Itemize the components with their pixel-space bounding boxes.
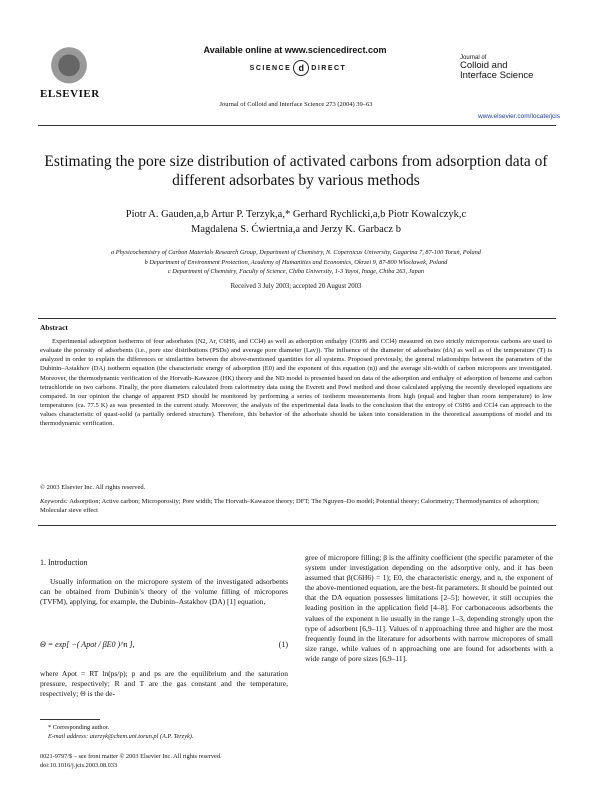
sd-left: SCIENCE xyxy=(249,64,292,72)
footnote-corresponding: * Corresponding author. xyxy=(48,724,110,731)
journal-of: Journal of xyxy=(460,55,487,61)
keywords-label: Keywords: xyxy=(40,498,68,505)
footnote-divider xyxy=(40,719,100,720)
authors-line-2: Magdalena S. Ćwiertnia,a and Jerzy K. Garbacz b xyxy=(191,224,401,235)
abstract-bottom-divider xyxy=(38,525,556,526)
keywords-list: Adsorption; Active carbon; Microporosity; Pore width; The Horvath–Kawazoe theory; DFT; The Nguyen–Do model; Potential theory; Calorimetry; Thermodynamics of adsorption; Molecular sieve effect xyxy=(40,498,539,515)
affiliation-b: b Department of Environment Protection, Academy of Humanities and Economics, Okrzei 9, 87-800 Włocławek, Poland xyxy=(144,258,448,266)
intro-paragraph-right: gree of micropore filling; β is the affinity coefficient (the specific parameter of the system under investigation depending on the adsorptive only, and it has been assumed that β(C6H6) = 1); E0, the characteristic energy, and n, the exponent of the above-mentioned equation, are the best-fit parameters. It should be pointed out that the DA equation possesses limitations [2–5]; however, it still occupies the leading position in the application field [4–8]. For carbonaceous adsorbents the values of the exponent n lie usually in the range 1–3, depending strongly upon the type of adsorbent [6,9–11]. Values of n approaching three and higher are the most frequently found in the literature for adsorbents with narrow micropores of small size range, while values of n approaching one are found for adsorbents with a wide range of pore sizes [6,9–11]. xyxy=(305,553,553,663)
journal-name-1: Colloid and xyxy=(460,60,508,71)
available-online-link[interactable]: Available online at www.sciencedirect.com xyxy=(203,45,387,55)
received-dates: Received 3 July 2003; accepted 20 August 2003 xyxy=(230,283,362,290)
keywords xyxy=(40,497,552,515)
authors-line-1: Piotr A. Gauden,a,b Artur P. Terzyk,a,* Gerhard Rychlicki,a,b Piotr Kowalczyk,c xyxy=(125,209,467,220)
affiliation-c: c Department of Chemistry, Faculty of Science, Chiba University, 1-3 Yayoi, Inage, Chiba 263, Japan xyxy=(167,268,425,275)
equation-1 xyxy=(40,628,288,662)
article-title: Estimating the pore size distribution of activated carbons from adsorption data of different adsorbates by various methods xyxy=(44,153,548,189)
affiliation-a: a Physicochemistry of Carbon Materials Research Group, Department of Chemistry, N. Copernicus University, Gagarina 7, 87-100 Toruń, Poland xyxy=(111,249,481,256)
abstract-heading: Abstract xyxy=(40,323,68,332)
journal-citation: Journal of Colloid and Interface Science 273 (2004) 39–63 xyxy=(219,101,373,108)
sd-right: DIRECT xyxy=(311,64,347,72)
publisher-name: ELSEVIER xyxy=(40,88,100,100)
author-list xyxy=(40,207,552,237)
intro-paragraph-1: Usually information on the micropore system of the investigated adsorbents can be obtained from Dubinin’s theory of the volume filling of micropores (TVFM), applying, for example, the Dubinin–Astakhov (DA) [1] equation, xyxy=(40,577,288,607)
sd-at-icon: d xyxy=(293,60,309,76)
journal-logo xyxy=(460,55,560,81)
affiliations xyxy=(40,248,552,277)
sciencedirect-logo[interactable] xyxy=(218,60,378,76)
issn-line: 0021-9797/$ – see front matter © 2003 Elsevier Inc. All rights reserved. xyxy=(40,753,222,760)
footnote-email[interactable]: E-mail address: aterzyk@chem.uni.torun.pl (A.P. Terzyk). xyxy=(48,733,194,740)
copyright-notice: © 2003 Elsevier Inc. All rights reserved. xyxy=(40,484,146,491)
journal-url-link[interactable]: www.elsevier.com/locate/jcis xyxy=(478,113,560,120)
elsevier-logo xyxy=(40,40,98,102)
doi-line[interactable]: doi:10.1016/j.jcis.2003.08.033 xyxy=(40,762,118,769)
journal-name-2: Interface Science xyxy=(460,70,534,81)
equation-text: Θ = exp[ −( Apot / βE0 )^n ], xyxy=(40,640,135,649)
section-heading: 1. Introduction xyxy=(40,558,88,567)
intro-paragraph-2: where Apot = RT ln(ps/p); p and ps are the equilibrium and the saturation pressure, respectively; R and T are the gas constant and the temperature, respectively; Θ is the de- xyxy=(40,669,288,699)
header-divider xyxy=(38,125,556,126)
abstract-top-divider xyxy=(38,318,556,319)
elsevier-tree-icon xyxy=(44,40,94,86)
equation-number: (1) xyxy=(278,640,288,649)
abstract-text: Experimental adsorption isotherms of four adsorbates (N2, Ar, C6H6, and CCl4) as well as adsorption enthalpy (C6H6 and CCl4) measured on two strictly microporous carbons are used to evaluate the porosity of adsorbents (i.e., pore size distributions (PSDs) and average pore diameter (Lav)). The influence of the diameter of adsorbates (dA) as well as of the temperature (T) is analyzed in order to explain the differences or similarities between the above-mentioned quantities for all systems. Proposed previously, the general relationships between the parameters of the Dubinin–Astakhov (DA) isotherm equation (the characteristic energy of adsorption (E0) and the exponent of this equation (n)) and the average slit-width of carbon micropores are investigated. Moreover, the thermodynamic verification of the Horvath–Kawazoe (HK) theory and the ND model is presented based on data of the adsorption and enthalpy of adsorption of benzene and carbon tetrachloride on two carbons. Finally, the pore diameters calculated from calorimetry data using the Everett and Powl method and those calculated applying the recently developed equations are compared. In our opinion the change of apparent PSD should be monitored by performing a series of isotherm measurements from high (equal and higher than room temperature) to low temperatures (ca. 77.5 K) as was presented in the current study. Moreover, the analysis of the experimental data leads to the conclusion that the entropy of C6H6 and CCl4 can approach to the values characteristic of quasi-solid (a partially ordered structure). Therefore, this behavior of the adsorbate should be taken into consideration in the theoretical assumptions of model and its thermodynamic verification. xyxy=(40,338,552,428)
